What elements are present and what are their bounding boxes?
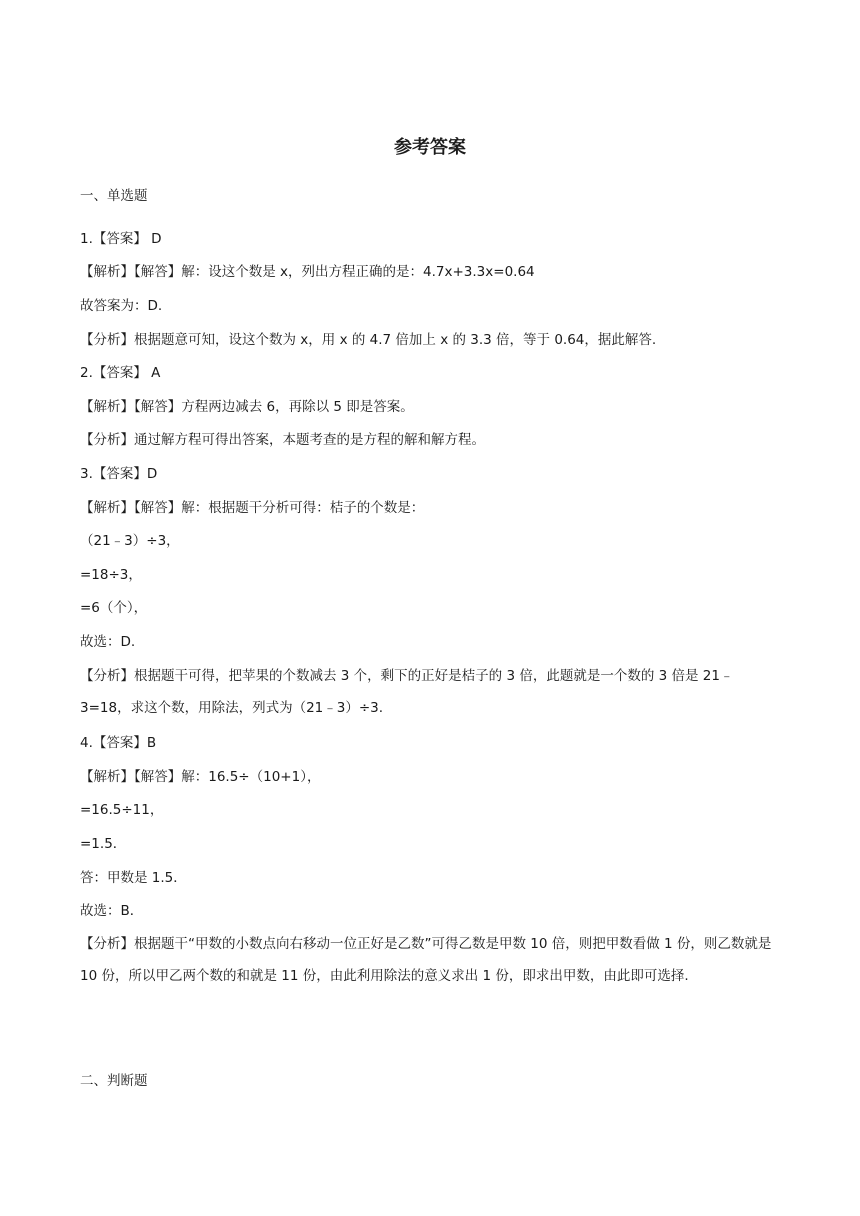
q2-answer: 2.【答案】 A (80, 365, 161, 381)
q4-answer: 4.【答案】B (80, 735, 157, 751)
q4-analysis: 【分析】根据题干“甲数的小数点向右移动一位正好是乙数”可得乙数是甲数 10 倍，则把甲数看做 1 份，则乙数就是 10 份，所以甲乙两个数的和就是 11 份，由此利用除法的意义求出 1 份，即求出甲数，由此即可选择. (80, 936, 772, 984)
section-heading-single-choice: 一、单选题 (80, 188, 148, 204)
q3-step-1: （21﹣3）÷3， (80, 533, 180, 549)
q2-analysis: 【分析】通过解方程可得出答案，本题考查的是方程的解和解方程。 (80, 432, 485, 448)
q3-answer: 3.【答案】D (80, 466, 158, 482)
q3-step-3: =6（个）， (80, 600, 148, 616)
q4-reply: 答：甲数是 1.5． (80, 870, 187, 886)
q3-conclusion: 故选：D. (80, 634, 136, 650)
q1-analysis: 【分析】根据题意可知，设这个数为 x，用 x 的 4.7 倍加上 x 的 3.3 倍，等于 0.64，据此解答. (80, 332, 657, 348)
q4-explanation: 【解析】【解答】解：16.5÷（10+1）， (80, 769, 321, 785)
q4-step-2: =1.5． (80, 836, 127, 852)
q3-explanation: 【解析】【解答】解：根据题干分析可得：桔子的个数是： (80, 500, 425, 516)
page-title: 参考答案 (394, 137, 466, 158)
q4-step-1: =16.5÷11， (80, 802, 164, 818)
section-heading-true-false: 二、判断题 (80, 1073, 148, 1089)
q3-analysis: 【分析】根据题干可得，把苹果的个数减去 3 个，剩下的正好是桔子的 3 倍，此题就是一个数的 3 倍是 21﹣3=18，求这个数，用除法，列式为（21﹣3）÷3. (80, 668, 734, 716)
q4-conclusion: 故选：B． (80, 903, 144, 919)
q2-explanation: 【解析】【解答】方程两边减去 6，再除以 5 即是答案。 (80, 399, 414, 415)
q1-explanation: 【解析】【解答】解：设这个数是 x，列出方程正确的是：4.7x+3.3x=0.64 (80, 264, 535, 280)
q3-step-2: =18÷3， (80, 567, 142, 583)
q1-answer: 1.【答案】 D (80, 231, 162, 247)
q1-conclusion: 故答案为：D. (80, 298, 163, 314)
